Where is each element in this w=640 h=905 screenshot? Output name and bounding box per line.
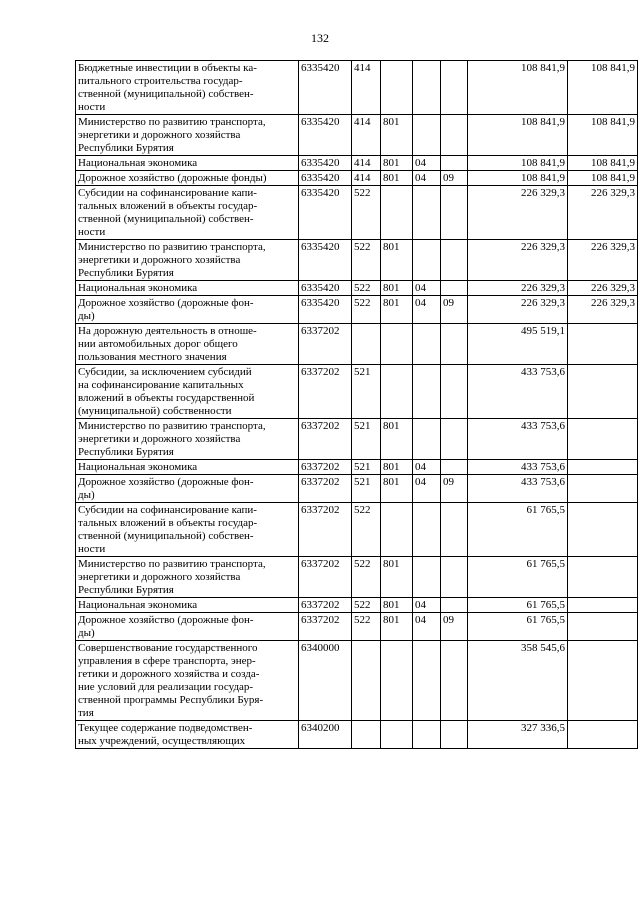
table-row [76, 115, 638, 156]
amount-cell [468, 296, 568, 324]
row-name-cell [76, 460, 299, 475]
expense-type-cell-text: 522 [354, 297, 371, 309]
section-cell [413, 186, 441, 240]
target-article-cell [299, 460, 352, 475]
ministry-code-cell [381, 365, 413, 419]
amount-cell-text: 108 841,9 [521, 116, 565, 128]
amount-second-cell-text: 226 329,3 [591, 282, 635, 294]
amount-cell-text: 61 765,5 [526, 504, 565, 516]
subsection-cell-text: 09 [443, 172, 454, 184]
ministry-code-cell [381, 613, 413, 641]
row-name-cell-text: Национальная экономика [78, 461, 198, 473]
section-cell [413, 460, 441, 475]
amount-second-cell [568, 641, 638, 721]
subsection-cell [441, 281, 468, 296]
target-article-cell [299, 557, 352, 598]
section-cell-text: 04 [415, 599, 426, 611]
row-name-cell [76, 503, 299, 557]
target-article-cell-text: 6337202 [301, 461, 340, 473]
target-article-cell-text: 6337202 [301, 614, 340, 626]
amount-second-cell-text: 226 329,3 [591, 297, 635, 309]
ministry-code-cell-text: 801 [383, 614, 400, 626]
target-article-cell-text: 6340200 [301, 722, 340, 734]
row-name-cell-text: Национальная экономика [78, 599, 198, 611]
ministry-code-cell [381, 419, 413, 460]
ministry-code-cell [381, 281, 413, 296]
section-cell [413, 419, 441, 460]
target-article-cell-text: 6335420 [301, 241, 340, 253]
ministry-code-cell-text: 801 [383, 157, 400, 169]
expense-type-cell-text: 522 [354, 282, 371, 294]
row-name-cell [76, 365, 299, 419]
expense-type-cell-text: 522 [354, 504, 371, 516]
section-cell-text: 04 [415, 282, 426, 294]
row-name-cell-text: Текущее содержание подведомствен- ных учреждений, осуществляющих [78, 722, 253, 747]
row-name-cell [76, 613, 299, 641]
amount-second-cell [568, 475, 638, 503]
row-name-cell [76, 281, 299, 296]
amount-cell-text: 327 336,5 [521, 722, 565, 734]
ministry-code-cell-text: 801 [383, 241, 400, 253]
row-name-cell [76, 171, 299, 186]
table-row [76, 186, 638, 240]
expense-type-cell [352, 115, 381, 156]
expense-type-cell [352, 503, 381, 557]
amount-second-cell [568, 613, 638, 641]
row-name-cell [76, 186, 299, 240]
table-row [76, 281, 638, 296]
expense-type-cell-text: 521 [354, 366, 371, 378]
subsection-cell [441, 641, 468, 721]
target-article-cell [299, 475, 352, 503]
amount-second-cell-text: 108 841,9 [591, 172, 635, 184]
subsection-cell [441, 475, 468, 503]
target-article-cell [299, 721, 352, 749]
row-name-cell [76, 156, 299, 171]
amount-cell [468, 598, 568, 613]
section-cell [413, 503, 441, 557]
subsection-cell [441, 324, 468, 365]
subsection-cell [441, 61, 468, 115]
expense-type-cell-text: 414 [354, 62, 371, 74]
amount-cell [468, 324, 568, 365]
target-article-cell [299, 296, 352, 324]
target-article-cell-text: 6337202 [301, 420, 340, 432]
target-article-cell [299, 641, 352, 721]
ministry-code-cell [381, 460, 413, 475]
section-cell-text: 04 [415, 614, 426, 626]
amount-cell [468, 557, 568, 598]
ministry-code-cell-text: 801 [383, 282, 400, 294]
subsection-cell [441, 171, 468, 186]
expense-type-cell-text: 522 [354, 558, 371, 570]
table-row [76, 641, 638, 721]
ministry-code-cell-text: 801 [383, 116, 400, 128]
ministry-code-cell-text: 801 [383, 476, 400, 488]
expense-type-cell [352, 460, 381, 475]
table-row [76, 61, 638, 115]
amount-cell [468, 613, 568, 641]
expense-type-cell-text: 521 [354, 476, 371, 488]
ministry-code-cell [381, 156, 413, 171]
row-name-cell [76, 641, 299, 721]
amount-cell-text: 108 841,9 [521, 172, 565, 184]
amount-cell-text: 108 841,9 [521, 62, 565, 74]
expense-type-cell [352, 721, 381, 749]
row-name-cell-text: Министерство по развитию транспорта, энергетики и дорожного хозяйства Республики Бурятия [78, 558, 266, 596]
row-name-cell [76, 324, 299, 365]
subsection-cell [441, 365, 468, 419]
target-article-cell-text: 6337202 [301, 558, 340, 570]
amount-cell-text: 433 753,6 [521, 461, 565, 473]
section-cell [413, 115, 441, 156]
amount-cell [468, 281, 568, 296]
subsection-cell [441, 598, 468, 613]
amount-cell [468, 186, 568, 240]
section-cell [413, 557, 441, 598]
section-cell [413, 156, 441, 171]
amount-cell-text: 226 329,3 [521, 187, 565, 199]
ministry-code-cell [381, 641, 413, 721]
target-article-cell [299, 156, 352, 171]
expense-type-cell-text: 522 [354, 187, 371, 199]
target-article-cell-text: 6335420 [301, 172, 340, 184]
amount-second-cell [568, 557, 638, 598]
row-name-cell-text: На дорожную деятельность в отноше- нии автомобильных дорог общего пользования местного значения [78, 325, 257, 363]
section-cell-text: 04 [415, 297, 426, 309]
table-row [76, 557, 638, 598]
amount-cell-text: 433 753,6 [521, 366, 565, 378]
expense-type-cell-text: 521 [354, 420, 371, 432]
subsection-cell-text: 09 [443, 614, 454, 626]
row-name-cell-text: Субсидии на софинансирование капи- тальных вложений в объекты государ- ственной (муниципальной) собствен- ности [78, 187, 258, 238]
amount-second-cell-text: 108 841,9 [591, 157, 635, 169]
table-row [76, 324, 638, 365]
expense-type-cell [352, 281, 381, 296]
expense-type-cell [352, 240, 381, 281]
target-article-cell-text: 6337202 [301, 366, 340, 378]
target-article-cell [299, 171, 352, 186]
amount-cell-text: 61 765,5 [526, 558, 565, 570]
subsection-cell [441, 296, 468, 324]
subsection-cell [441, 115, 468, 156]
amount-cell-text: 61 765,5 [526, 614, 565, 626]
expense-type-cell-text: 414 [354, 157, 371, 169]
target-article-cell-text: 6335420 [301, 157, 340, 169]
amount-cell [468, 61, 568, 115]
subsection-cell-text: 09 [443, 297, 454, 309]
row-name-cell-text: Дорожное хозяйство (дорожные фон- ды) [78, 476, 254, 501]
amount-cell-text: 433 753,6 [521, 476, 565, 488]
expense-type-cell [352, 475, 381, 503]
amount-second-cell [568, 240, 638, 281]
target-article-cell [299, 186, 352, 240]
budget-table-body [76, 61, 638, 749]
target-article-cell-text: 6337202 [301, 504, 340, 516]
row-name-cell [76, 721, 299, 749]
row-name-cell [76, 61, 299, 115]
expense-type-cell [352, 613, 381, 641]
amount-cell [468, 156, 568, 171]
amount-second-cell-text: 226 329,3 [591, 241, 635, 253]
row-name-cell-text: Национальная экономика [78, 157, 198, 169]
expense-type-cell [352, 365, 381, 419]
section-cell [413, 641, 441, 721]
target-article-cell [299, 115, 352, 156]
row-name-cell-text: Национальная экономика [78, 282, 198, 294]
row-name-cell [76, 419, 299, 460]
ministry-code-cell-text: 801 [383, 172, 400, 184]
ministry-code-cell [381, 503, 413, 557]
ministry-code-cell [381, 186, 413, 240]
row-name-cell-text: Дорожное хозяйство (дорожные фон- ды) [78, 297, 254, 322]
row-name-cell-text: Министерство по развитию транспорта, энергетики и дорожного хозяйства Республики Бурятия [78, 241, 266, 279]
amount-second-cell [568, 419, 638, 460]
amount-cell [468, 115, 568, 156]
ministry-code-cell-text: 801 [383, 599, 400, 611]
amount-cell-text: 433 753,6 [521, 420, 565, 432]
subsection-cell-text: 09 [443, 476, 454, 488]
section-cell [413, 171, 441, 186]
amount-cell-text: 226 329,3 [521, 241, 565, 253]
expense-type-cell-text: 522 [354, 241, 371, 253]
amount-cell [468, 475, 568, 503]
section-cell [413, 613, 441, 641]
amount-cell-text: 358 545,6 [521, 642, 565, 654]
table-row [76, 460, 638, 475]
expense-type-cell-text: 522 [354, 599, 371, 611]
amount-second-cell [568, 503, 638, 557]
table-row [76, 598, 638, 613]
table-row [76, 156, 638, 171]
row-name-cell-text: Министерство по развитию транспорта, энергетики и дорожного хозяйства Республики Бурятия [78, 116, 266, 154]
subsection-cell [441, 240, 468, 281]
table-row [76, 721, 638, 749]
row-name-cell-text: Дорожное хозяйство (дорожные фон- ды) [78, 614, 254, 639]
row-name-cell-text: Субсидии, за исключением субсидий на софинансирование капитальных вложений в объекты государственной (муниципальной) собственности [78, 366, 255, 417]
expense-type-cell [352, 598, 381, 613]
amount-cell-text: 61 765,5 [526, 599, 565, 611]
amount-cell [468, 503, 568, 557]
table-row [76, 475, 638, 503]
section-cell-text: 04 [415, 157, 426, 169]
target-article-cell-text: 6335420 [301, 116, 340, 128]
target-article-cell [299, 503, 352, 557]
target-article-cell-text: 6337202 [301, 476, 340, 488]
amount-cell [468, 240, 568, 281]
section-cell [413, 324, 441, 365]
expense-type-cell [352, 61, 381, 115]
amount-second-cell [568, 61, 638, 115]
row-name-cell-text: Дорожное хозяйство (дорожные фонды) [78, 172, 267, 184]
section-cell [413, 61, 441, 115]
expense-type-cell [352, 641, 381, 721]
section-cell [413, 240, 441, 281]
ministry-code-cell [381, 115, 413, 156]
section-cell [413, 475, 441, 503]
subsection-cell [441, 419, 468, 460]
amount-second-cell [568, 296, 638, 324]
page-number: 132 [311, 31, 329, 45]
target-article-cell-text: 6340000 [301, 642, 340, 654]
amount-cell-text: 226 329,3 [521, 282, 565, 294]
amount-cell [468, 721, 568, 749]
amount-cell [468, 171, 568, 186]
ministry-code-cell [381, 475, 413, 503]
ministry-code-cell [381, 557, 413, 598]
table-row [76, 171, 638, 186]
target-article-cell [299, 598, 352, 613]
ministry-code-cell [381, 324, 413, 365]
ministry-code-cell [381, 296, 413, 324]
ministry-code-cell-text: 801 [383, 420, 400, 432]
amount-second-cell-text: 108 841,9 [591, 62, 635, 74]
target-article-cell-text: 6337202 [301, 599, 340, 611]
subsection-cell [441, 186, 468, 240]
subsection-cell [441, 503, 468, 557]
target-article-cell-text: 6335420 [301, 62, 340, 74]
amount-second-cell [568, 721, 638, 749]
subsection-cell [441, 557, 468, 598]
target-article-cell [299, 240, 352, 281]
ministry-code-cell [381, 721, 413, 749]
amount-second-cell [568, 186, 638, 240]
target-article-cell [299, 365, 352, 419]
amount-second-cell-text: 226 329,3 [591, 187, 635, 199]
row-name-cell-text: Субсидии на софинансирование капи- тальных вложений в объекты государ- ственной (муниципальной) собствен- ности [78, 504, 258, 555]
amount-second-cell [568, 324, 638, 365]
expense-type-cell-text: 522 [354, 614, 371, 626]
expense-type-cell [352, 186, 381, 240]
target-article-cell-text: 6335420 [301, 297, 340, 309]
target-article-cell-text: 6337202 [301, 325, 340, 337]
section-cell-text: 04 [415, 476, 426, 488]
row-name-cell-text: Бюджетные инвестиции в объекты ка- питального строительства государ- ственной (муниципальной) собствен- ности [78, 62, 257, 113]
target-article-cell-text: 6335420 [301, 282, 340, 294]
subsection-cell [441, 721, 468, 749]
table-row [76, 419, 638, 460]
amount-cell [468, 419, 568, 460]
expense-type-cell [352, 156, 381, 171]
amount-cell-text: 226 329,3 [521, 297, 565, 309]
table-row [76, 365, 638, 419]
amount-cell-text: 495 519,1 [521, 325, 565, 337]
row-name-cell-text: Совершенствование государственного управления в сфере транспорта, энер- гетики и дорожного хозяйства и созда- ние условий для реализации государ- ственной программы Республики Буря- тия [78, 642, 264, 719]
amount-second-cell [568, 171, 638, 186]
ministry-code-cell-text: 801 [383, 558, 400, 570]
row-name-cell [76, 115, 299, 156]
section-cell-text: 04 [415, 172, 426, 184]
section-cell [413, 365, 441, 419]
expense-type-cell-text: 414 [354, 172, 371, 184]
amount-second-cell-text: 108 841,9 [591, 116, 635, 128]
row-name-cell [76, 557, 299, 598]
row-name-cell [76, 240, 299, 281]
subsection-cell [441, 460, 468, 475]
section-cell [413, 281, 441, 296]
row-name-cell [76, 598, 299, 613]
amount-cell [468, 365, 568, 419]
expense-type-cell-text: 521 [354, 461, 371, 473]
expense-type-cell [352, 296, 381, 324]
ministry-code-cell [381, 240, 413, 281]
expense-type-cell [352, 324, 381, 365]
table-row [76, 613, 638, 641]
amount-second-cell [568, 365, 638, 419]
expense-type-cell [352, 419, 381, 460]
target-article-cell [299, 613, 352, 641]
ministry-code-cell [381, 171, 413, 186]
row-name-cell [76, 296, 299, 324]
table-row [76, 240, 638, 281]
budget-table [75, 60, 638, 749]
ministry-code-cell [381, 598, 413, 613]
ministry-code-cell [381, 61, 413, 115]
amount-second-cell [568, 460, 638, 475]
amount-second-cell [568, 281, 638, 296]
section-cell-text: 04 [415, 461, 426, 473]
target-article-cell-text: 6335420 [301, 187, 340, 199]
row-name-cell-text: Министерство по развитию транспорта, энергетики и дорожного хозяйства Республики Бурятия [78, 420, 266, 458]
expense-type-cell [352, 557, 381, 598]
table-row [76, 296, 638, 324]
expense-type-cell-text: 414 [354, 116, 371, 128]
amount-second-cell [568, 598, 638, 613]
subsection-cell [441, 156, 468, 171]
row-name-cell [76, 475, 299, 503]
ministry-code-cell-text: 801 [383, 297, 400, 309]
subsection-cell [441, 613, 468, 641]
amount-second-cell [568, 115, 638, 156]
ministry-code-cell-text: 801 [383, 461, 400, 473]
section-cell [413, 598, 441, 613]
table-row [76, 503, 638, 557]
amount-cell [468, 641, 568, 721]
section-cell [413, 721, 441, 749]
amount-second-cell [568, 156, 638, 171]
section-cell [413, 296, 441, 324]
amount-cell [468, 460, 568, 475]
target-article-cell [299, 61, 352, 115]
amount-cell-text: 108 841,9 [521, 157, 565, 169]
target-article-cell [299, 324, 352, 365]
target-article-cell [299, 419, 352, 460]
expense-type-cell [352, 171, 381, 186]
target-article-cell [299, 281, 352, 296]
